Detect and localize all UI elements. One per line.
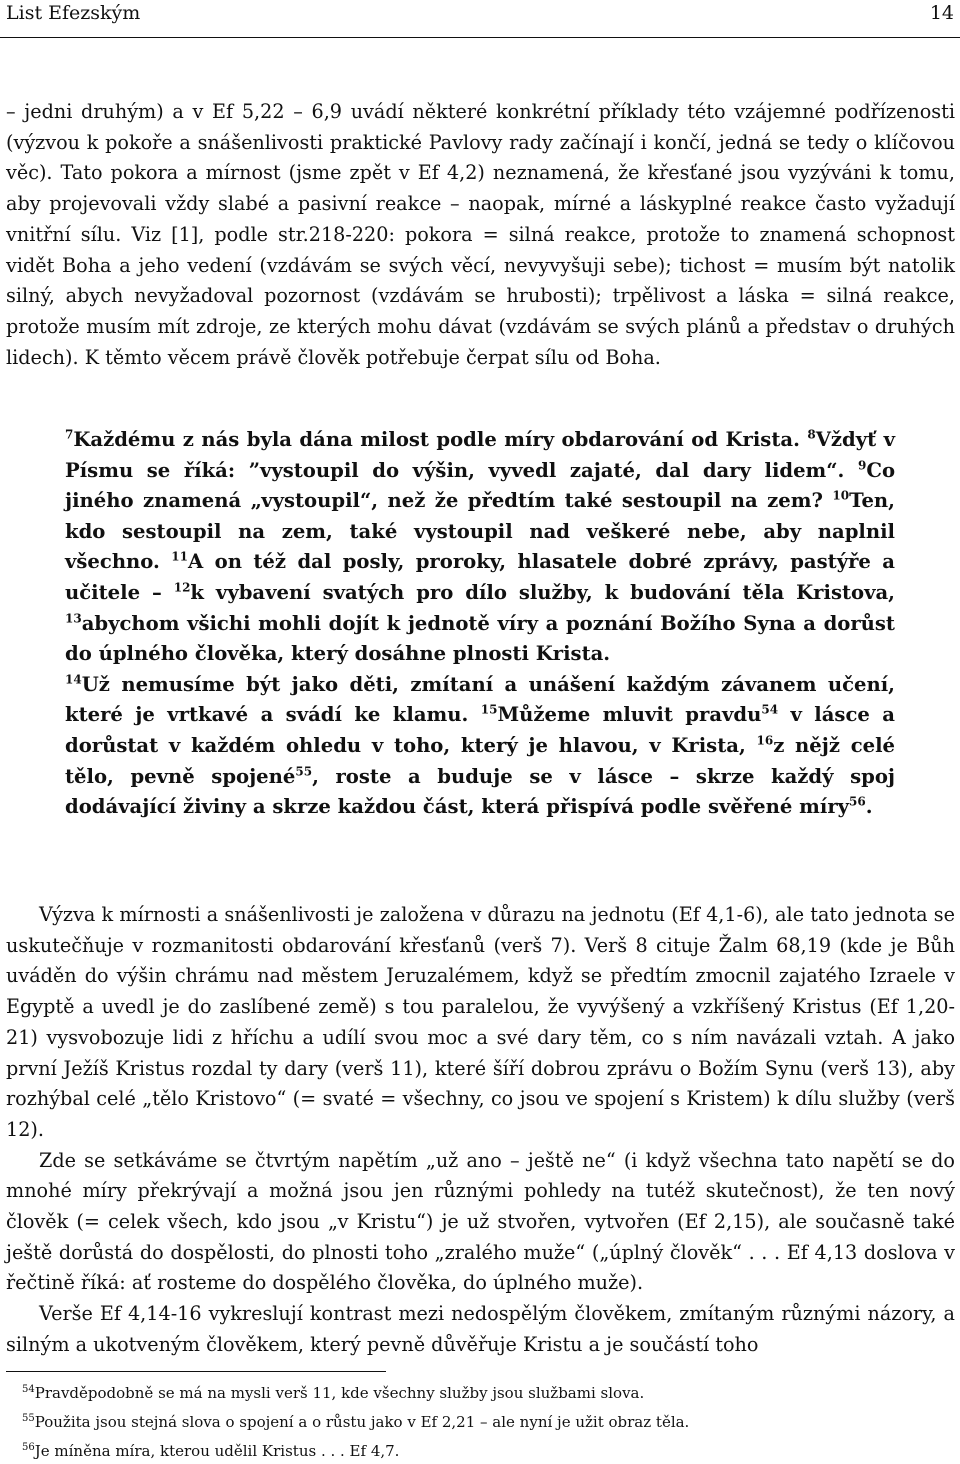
footnote-ref-56[interactable]: 56 xyxy=(849,794,866,809)
verse-number: 10 xyxy=(832,488,850,503)
header-title: List Efezským xyxy=(6,2,141,24)
verse-number: 12 xyxy=(173,580,191,595)
footnotes xyxy=(22,1377,689,1464)
verse-8: Vždyť v Písmu se říká: ”vystoupil do výšin, vyvedl zajaté, dal dary lidem“. xyxy=(65,428,895,482)
commentary-paragraph: Výzva k mírnosti a snášenlivosti je založena v důrazu na jednotu (Ef 4,1-6), ale tato jednota se uskutečňuje v rozmanitosti obdarování křesťanů (verš 7). Verš 8 cituje Žalm 68,19 (kde je Bůh uváděn do výšin chrámu nad městem Jeruzalémem, když se předtím zmocnil zajatého Izraele v Egyptě a uvedl je do zaslíbené země) s tou paralelou, že vyvýšený a vzkříšený Kristus (Ef 1,20-21) vysvobozuje lidi z hříchu a udílí svou moc a své dary těm, co s ním navázali vztah. A jako první Ježíš Kristus rozdal ty dary (verš 11), které šíří dobrou zprávu o Božím Synu (verš 13), aby rozhýbal celé „tělo Kristovo“ (= svaté = všechny, co jsou ve spojení s Kristem) k dílu služby (verš 12). xyxy=(6,903,955,1141)
commentary-paragraph: Verše Ef 4,14-16 vykreslují kontrast mezi nedospělým člověkem, zmítaným různými názory, a silným a ukotveným člověkem, který pevně důvěřuje Kristu a je součástí toho xyxy=(6,1302,955,1356)
verse-15-cont: v lásce a dorůstat v každém ohledu v toho, který je hlavou, v Krista, xyxy=(65,703,895,757)
verse-16: z nějž celé tělo, pevně spojené xyxy=(65,733,895,788)
verse-11: A on též dal posly, proroky, hlasatele dobré zprávy, pastýře a učitele – xyxy=(65,550,895,604)
verse-number: 15 xyxy=(480,702,498,717)
intro-paragraph: – jedni druhým) a v Ef 5,22 – 6,9 uvádí některé konkrétní příklady této vzájemné podřízenosti (výzvou k pokoře a snášenlivosti praktické Pavlovy rady začínají i končí, jedná se tedy o klíčovou věc). Tato pokora a mírnost (jsme zpět v Ef 4,2) neznamená, že křesťané jsou vyzýváni k tomu, aby projevovali vždy slabé a pasivní reakce – naopak, mírné a láskyplné reakce často vyžadují vnitřní sílu. Viz [1], podle str.218-220: pokora = silná reakce, protože to znamená schopnost vidět Boha a jeho vedení (vzdávám se svých věcí, nevyvyšuji sebe); tichost = musím být natolik silný, abych nevyžadoval pozornost (vzdávám se hrubosti); trpělivost a láska = silná reakce, protože musím mít zdroje, ze kterých mohu dávat (vzdávám se svých plánů a představ o druhých lidech). K těmto věcem právě člověk potřebuje čerpat sílu od Boha. xyxy=(6,100,955,369)
verse-number: 16 xyxy=(756,733,774,748)
footnote-56 xyxy=(22,1435,689,1464)
verse-9: Co jiného znamená „vystoupil“, než že předtím také sestoupil na zem? xyxy=(65,458,896,513)
page-number: 14 xyxy=(929,2,954,24)
footnote-55 xyxy=(22,1406,689,1435)
verse-number: 11 xyxy=(171,549,188,564)
verse-15: Můžeme mluvit pravdu xyxy=(497,703,762,727)
verse-number: 7 xyxy=(65,427,74,442)
verse-number: 14 xyxy=(65,672,82,687)
footnote-54 xyxy=(22,1377,689,1406)
footnote-text: Pravděpodobně se má na mysli verš 11, kde všechny služby jsou službami slova. xyxy=(34,1384,645,1402)
verse-number: 13 xyxy=(65,611,82,626)
footnote-text: Je míněna míra, kterou udělil Kristus . . . Ef 4,7. xyxy=(34,1442,400,1460)
footnote-number: 54 xyxy=(22,1384,35,1395)
scripture-passage xyxy=(65,425,895,823)
commentary-paragraph: Zde se setkáváme se čtvrtým napětím „už ano – ještě ne“ (i když všechna tato napětí se do mnohé míry překrývají a možná jsou jen různými pohledy na tutéž skutečnost), že ten nový člověk (= celek všech, kdo jsou „v Kristu“) je už stvořen, vytvořen (Ef 2,15), ale současně také ještě dorůstá do dospělosti, do plnosti toho „zralého muže“ („úplný člověk“ . . . Ef 4,13 doslova v řečtině říká: ať rosteme do dospělého člověka, do úplného muže). xyxy=(6,1148,955,1295)
verse-number: 8 xyxy=(807,427,816,442)
footnote-ref-54[interactable]: 54 xyxy=(761,702,779,717)
running-header xyxy=(6,2,954,30)
verse-12: k vybavení svatých pro dílo služby, k budování těla Kristova, xyxy=(190,580,895,604)
verse-14: Už nemusíme být jako děti, zmítaní a unášení každým závanem učení, které je vrtkavé a svádí ke klamu. xyxy=(65,672,895,727)
footnote-rule xyxy=(6,1371,386,1372)
verse-13: abychom všichi mohli dojít k jednotě víry a poznání Božího Syna a dorůst do úplného člověka, který dosáhne plnosti Krista. xyxy=(65,611,895,666)
footnote-number: 55 xyxy=(22,1413,35,1424)
commentary xyxy=(6,900,955,1361)
verse-16-end: . xyxy=(865,795,873,819)
footnote-ref-55[interactable]: 55 xyxy=(295,764,313,778)
footnote-text: Použita jsou stejná slova o spojení a o růstu jako v Ef 2,21 – ale nyní je užit obraz těla. xyxy=(34,1413,690,1431)
header-rule xyxy=(0,37,960,38)
verse-10: Ten, kdo sestoupil na zem, také vystoupil nad veškeré nebe, aby naplnil všechno. xyxy=(65,489,895,574)
verse-16-cont: , roste a buduje se v lásce – skrze každý spoj dodávající živiny a skrze každou část, která přispívá podle svěřené míry xyxy=(65,764,895,819)
verse-7: Každému z nás byla dána milost podle míry obdarování od Krista. xyxy=(73,428,800,451)
verse-number: 9 xyxy=(857,458,867,473)
footnote-number: 56 xyxy=(22,1442,35,1453)
